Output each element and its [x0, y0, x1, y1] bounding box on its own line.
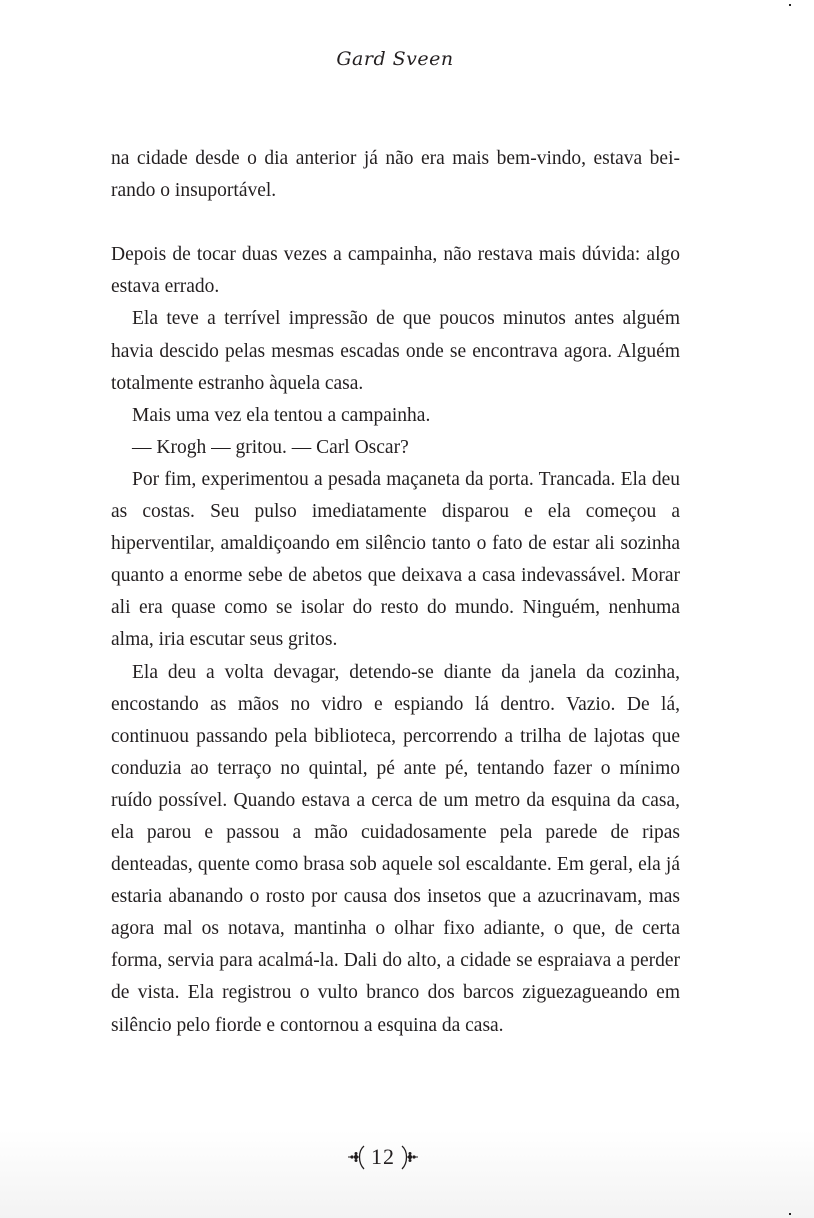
- crop-mark-bottom: [789, 1213, 791, 1215]
- running-head-author: Gard Sveen: [336, 48, 454, 70]
- body-text: [111, 143, 680, 1042]
- paragraph: Depois de tocar duas vezes a campainha, não restava mais dúvida: algo estava errado.: [111, 244, 680, 298]
- paragraph: Por fim, experimentou a pesada maçaneta da porta. Trancada. Ela deu as costas. Seu pulso imediatamente disparou e ela começou a hiperventilar, amaldiçoando em silêncio tanto o fato de estar ali sozinha quanto a enorme sebe de abetos que deixava a casa indevassável. Morar ali era quase como se isolar do resto do mundo. Ninguém, nenhuma alma, iria escutar seus gritos.: [111, 468, 680, 651]
- paragraph: Ela teve a terrível impressão de que poucos minutos antes alguém havia descido pelas mesmas escadas onde se encontrava agora. Alguém totalmente estranho àquela casa.: [111, 308, 680, 394]
- fleuron-left-icon: [347, 1143, 367, 1171]
- paragraph: na cidade desde o dia anterior já não era mais bem-vindo, estava beirando o insuportável.: [111, 148, 680, 202]
- page-folio: [0, 1143, 766, 1171]
- page-number: 12: [371, 1144, 395, 1169]
- paragraph: Mais uma vez ela tentou a campainha.: [132, 404, 431, 426]
- fleuron-right-icon: [399, 1143, 419, 1171]
- paragraph: Ela deu a volta devagar, detendo-se diante da janela da cozinha, encostando as mãos no vidro e espiando lá dentro. Vazio. De lá, continuou passando pela biblioteca, percorrendo a trilha de lajotas que conduzia ao terraço no quintal, pé ante pé, tentando fazer o mínimo ruído possível. Quando estava a cerca de um metro da esquina da casa, ela parou e passou a mão cuidadosamente pela parede de ripas denteadas, quente como brasa sob aquele sol escaldante. Em geral, ela já estaria abanando o rosto por causa dos insetos que a azucrinavam, mas agora mal os notava, mantinha o olhar fixo adiante, o que, de certa forma, servia para acalmá-la. Dali do alto, a cidade se espraiava a perder de vista. Ela registrou o vulto branco dos barcos ziguezagueando em silêncio pelo fiorde e contornou a esquina da casa.: [111, 661, 680, 1036]
- paragraph: — Krogh — gritou. — Carl Oscar?: [132, 436, 409, 458]
- crop-mark-top: [789, 4, 791, 6]
